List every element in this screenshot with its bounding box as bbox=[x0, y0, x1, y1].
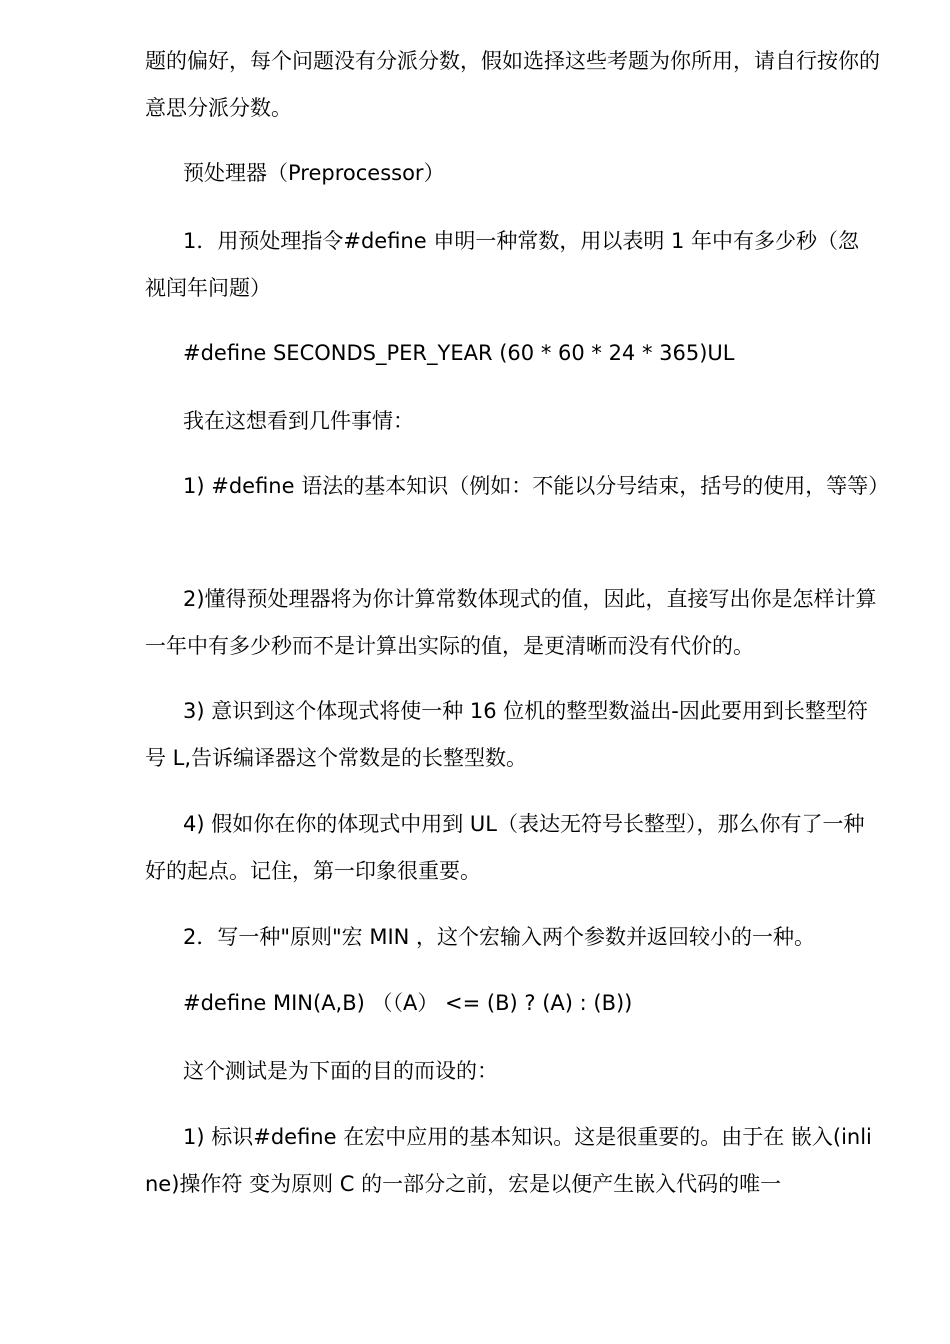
section-heading-preprocessor: 预处理器（Preprocessor） bbox=[183, 161, 445, 185]
paragraph-test-purpose: 这个测试是为下面的目的而设的： bbox=[183, 1059, 498, 1083]
point-4-ul-suffix: 4) 假如你在你的体现式中用到 UL（表达无符号长整型），那么你有了一种好的起点。记住，第一印象很重要。 bbox=[145, 812, 865, 883]
point-1-define-syntax: 1) #define 语法的基本知识（例如：不能以分号结束，括号的使用，等等） bbox=[183, 474, 890, 498]
point-2-constant-expression: 2)懂得预处理器将为你计算常数体现式的值，因此，直接写出你是怎样计算一年中有多少秒而不是计算出实际的值，是更清晰而没有代价的。 bbox=[145, 587, 877, 658]
question-1: 1．用预处理指令#define 申明一种常数，用以表明 1 年中有多少秒（忽视闰年问题） bbox=[145, 229, 860, 300]
point-3-overflow: 3) 意识到这个体现式将使一种 16 位机的整型数溢出-因此要用到长整型符号 L,告诉编译器这个常数是的长整型数。 bbox=[145, 699, 868, 770]
question-2: 2．写一种"原则"宏 MIN ，这个宏输入两个参数并返回较小的一种。 bbox=[183, 925, 816, 949]
code-line-min-macro: #define MIN(A,B) （（A） <= (B) ? (A) : (B)) bbox=[183, 991, 633, 1015]
code-line-seconds-per-year: #define SECONDS_PER_YEAR (60 * 60 * 24 * 365)UL bbox=[183, 341, 735, 365]
paragraph-intro-continuation: 题的偏好，每个问题没有分派分数，假如选择这些考题为你所用，请自行按你的意思分派分数。 bbox=[145, 49, 880, 120]
paragraph-expectations: 我在这想看到几件事情： bbox=[183, 409, 414, 433]
point-1-macro-usage: 1) 标识#define 在宏中应用的基本知识。这是很重要的。由于在 嵌入(inline)操作符 变为原则 C 的一部分之前，宏是以便产生嵌入代码的唯一 bbox=[145, 1125, 872, 1196]
